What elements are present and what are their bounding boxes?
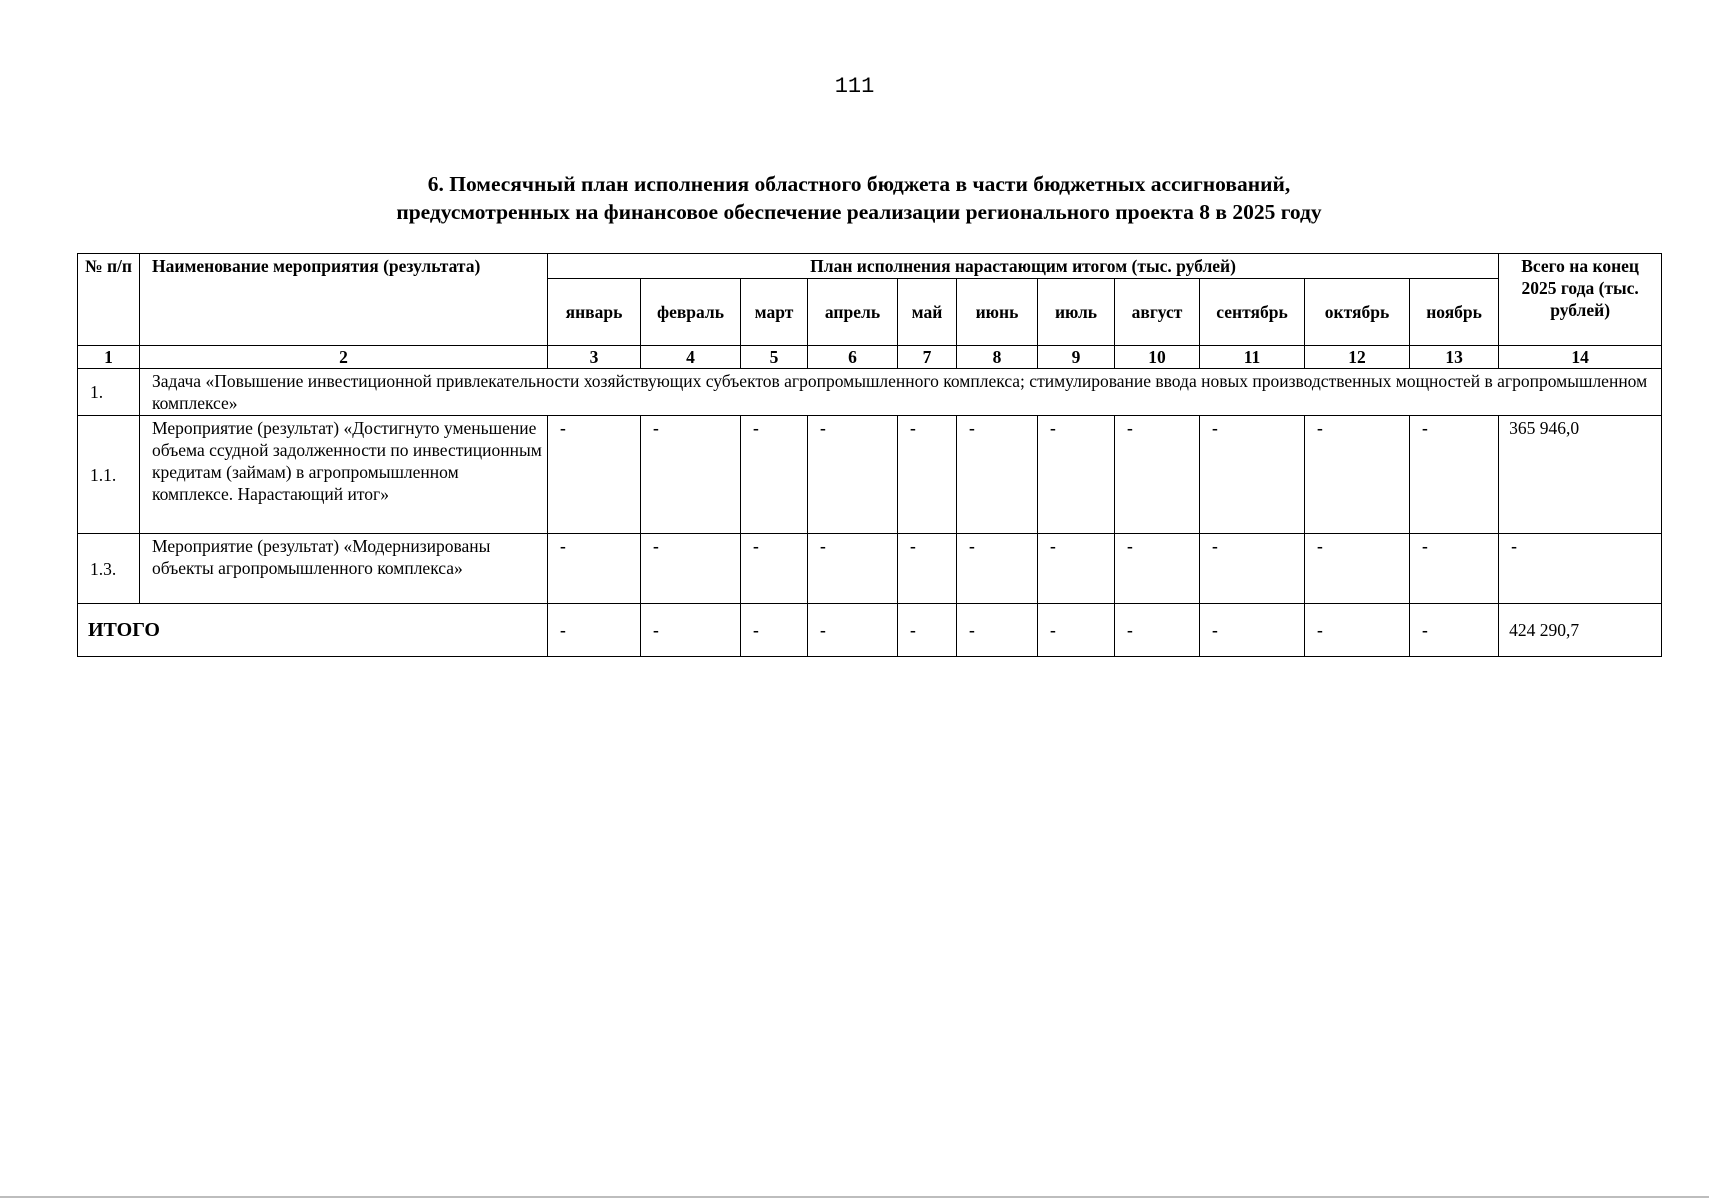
itogo-month-value: -: [1200, 604, 1305, 657]
column-number: 11: [1200, 346, 1305, 369]
table-row: [78, 416, 1662, 534]
itogo-month-value: -: [641, 604, 741, 657]
month-value: -: [1200, 416, 1305, 534]
itogo-row: [78, 604, 1662, 657]
row-number: 1.: [78, 369, 140, 416]
column-number: 6: [808, 346, 898, 369]
header-month: март: [741, 279, 808, 346]
total-value: -: [1499, 534, 1662, 604]
month-value: -: [1200, 534, 1305, 604]
month-value: -: [898, 534, 957, 604]
column-number: 2: [140, 346, 548, 369]
column-number: 1: [78, 346, 140, 369]
header-row-top: [78, 254, 1662, 279]
header-month: февраль: [641, 279, 741, 346]
month-value: -: [808, 416, 898, 534]
header-month: сентябрь: [1200, 279, 1305, 346]
header-name: Наименование мероприятия (результата): [140, 254, 548, 346]
row-number: 1.1.: [78, 416, 140, 534]
row-number: 1.3.: [78, 534, 140, 604]
header-month: июнь: [957, 279, 1038, 346]
month-value: -: [1115, 534, 1200, 604]
header-total: Всего на конец 2025 года (тыс. рублей): [1499, 254, 1662, 346]
month-value: -: [1305, 534, 1410, 604]
budget-plan-table: [77, 253, 1662, 657]
month-value: -: [957, 416, 1038, 534]
itogo-month-value: -: [957, 604, 1038, 657]
month-value: -: [1410, 416, 1499, 534]
itogo-month-value: -: [898, 604, 957, 657]
column-number: 12: [1305, 346, 1410, 369]
task-row: [78, 369, 1662, 416]
task-description: Задача «Повышение инвестиционной привлекательности хозяйствующих субъектов агропромышленного комплекса; стимулирование ввода новых производственных мощностей в агропромышленном комплексе»: [140, 369, 1662, 416]
header-plan: План исполнения нарастающим итогом (тыс. рублей): [548, 254, 1499, 279]
month-value: -: [1038, 416, 1115, 534]
month-value: -: [1038, 534, 1115, 604]
header-month: ноябрь: [1410, 279, 1499, 346]
itogo-month-value: -: [548, 604, 641, 657]
title-line-1: 6. Помесячный план исполнения областного бюджета в части бюджетных ассигнований,: [427, 172, 1291, 196]
itogo-label: ИТОГО: [78, 604, 548, 657]
itogo-month-value: -: [1115, 604, 1200, 657]
column-number-row: [78, 346, 1662, 369]
column-number: 14: [1499, 346, 1662, 369]
itogo-month-value: -: [808, 604, 898, 657]
total-value: 365 946,0: [1499, 416, 1662, 534]
table-row: [78, 534, 1662, 604]
month-value: -: [898, 416, 957, 534]
month-value: -: [741, 416, 808, 534]
header-num: № п/п: [78, 254, 140, 346]
month-value: -: [741, 534, 808, 604]
month-value: -: [1115, 416, 1200, 534]
itogo-total-value: 424 290,7: [1499, 604, 1662, 657]
page-bottom-edge: [0, 1196, 1709, 1198]
page-number: 111: [834, 74, 875, 99]
itogo-month-value: -: [1410, 604, 1499, 657]
itogo-month-value: -: [1305, 604, 1410, 657]
title-line-2: предусмотренных на финансовое обеспечение реализации регионального проекта 8 в 2025 году: [396, 200, 1322, 224]
column-number: 5: [741, 346, 808, 369]
column-number: 3: [548, 346, 641, 369]
month-value: -: [548, 416, 641, 534]
column-number: 7: [898, 346, 957, 369]
month-value: -: [1305, 416, 1410, 534]
header-month: май: [898, 279, 957, 346]
month-value: -: [641, 534, 741, 604]
column-number: 4: [641, 346, 741, 369]
itogo-month-value: -: [1038, 604, 1115, 657]
header-month: июль: [1038, 279, 1115, 346]
month-value: -: [641, 416, 741, 534]
header-month: август: [1115, 279, 1200, 346]
month-value: -: [548, 534, 641, 604]
column-number: 13: [1410, 346, 1499, 369]
column-number: 9: [1038, 346, 1115, 369]
month-value: -: [957, 534, 1038, 604]
month-value: -: [808, 534, 898, 604]
column-number: 10: [1115, 346, 1200, 369]
activity-name: Мероприятие (результат) «Модернизированы объекты агропромышленного комплекса»: [140, 534, 548, 604]
header-month: апрель: [808, 279, 898, 346]
itogo-month-value: -: [741, 604, 808, 657]
column-number: 8: [957, 346, 1038, 369]
activity-name: Мероприятие (результат) «Достигнуто уменьшение объема ссудной задолженности по инвестиционным кредитам (займам) в агропромышленном комплексе. Нарастающий итог»: [140, 416, 548, 534]
header-month: октябрь: [1305, 279, 1410, 346]
document-title: [0, 170, 1709, 226]
header-month: январь: [548, 279, 641, 346]
month-value: -: [1410, 534, 1499, 604]
